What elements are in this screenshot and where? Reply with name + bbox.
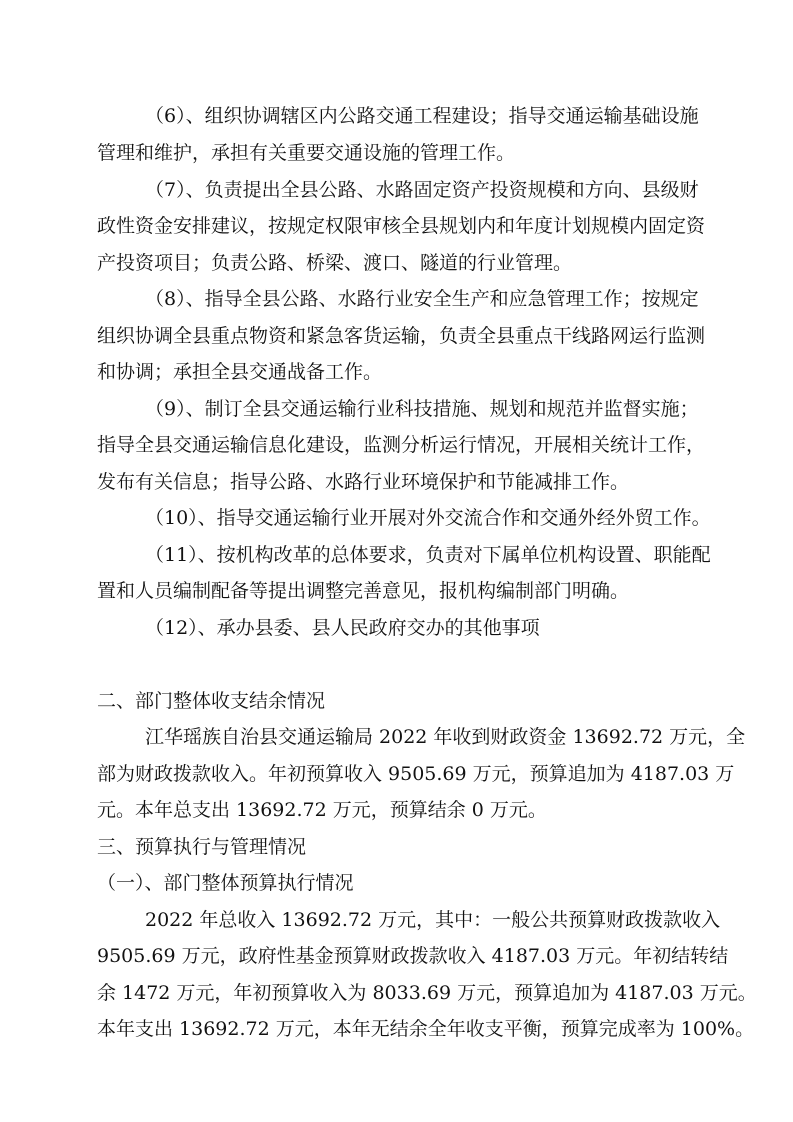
- text-line: （9）、制订全县交通运输行业科技措施、规划和规范并监督实施；: [145, 398, 699, 420]
- text-line: 9505.69 万元，政府性基金预算财政拨款收入 4187.03 万元。年初结转结: [97, 945, 729, 967]
- subsection-heading: （一）、部门整体预算执行情况: [97, 872, 354, 894]
- text-line: 江华瑶族自治县交通运输局 2022 年收到财政资金 13692.72 万元，全: [145, 726, 746, 748]
- text-line: 本年支出 13692.72 万元，本年无结余全年收支平衡，预算完成率为 100%。: [97, 1018, 755, 1040]
- text-line: 发布有关信息；指导公路、水路行业环境保护和节能减排工作。: [97, 471, 630, 493]
- text-line: （7）、负责提出全县公路、水路固定资产投资规模和方向、县级财: [145, 179, 699, 201]
- text-line: 余 1472 万元，年初预算收入为 8033.69 万元，预算追加为 4187.03 万元。: [97, 982, 757, 1004]
- text-line: （11）、按机构改革的总体要求，负责对下属单位机构设置、职能配: [145, 544, 711, 566]
- text-line: 置和人员编制配备等提出调整完善意见，报机构编制部门明确。: [97, 580, 630, 602]
- text-line: 2022 年总收入 13692.72 万元，其中：一般公共预算财政拨款收入: [145, 909, 721, 931]
- text-line: 组织协调全县重点物资和紧急客货运输，负责全县重点干线路网运行监测: [97, 325, 706, 347]
- text-line: （12）、承办县委、县人民政府交办的其他事项: [145, 617, 540, 639]
- text-line: 元。本年总支出 13692.72 万元，预算结余 0 万元。: [97, 799, 547, 821]
- text-line: （10）、指导交通运输行业开展对外交流合作和交通外经外贸工作。: [145, 507, 711, 529]
- text-line: 管理和维护，承担有关重要交通设施的管理工作。: [97, 142, 516, 164]
- section-heading: 二、部门整体收支结余情况: [97, 690, 326, 712]
- text-line: （6）、组织协调辖区内公路交通工程建设；指导交通运输基础设施: [145, 105, 699, 127]
- text-line: 政性资金安排建议，按规定权限审核全县规划内和年度计划规模内固定资: [97, 215, 706, 237]
- text-line: 产投资项目；负责公路、桥梁、渡口、隧道的行业管理。: [97, 252, 573, 274]
- text-line: （8）、指导全县公路、水路行业安全生产和应急管理工作；按规定: [145, 288, 699, 310]
- text-line: 指导全县交通运输信息化建设，监测分析运行情况，开展相关统计工作，: [97, 434, 706, 456]
- section-heading: 三、预算执行与管理情况: [97, 836, 307, 858]
- text-line: 部为财政拨款收入。年初预算收入 9505.69 万元，预算追加为 4187.03 万: [97, 763, 735, 785]
- text-line: 和协调；承担全县交通战备工作。: [97, 361, 383, 383]
